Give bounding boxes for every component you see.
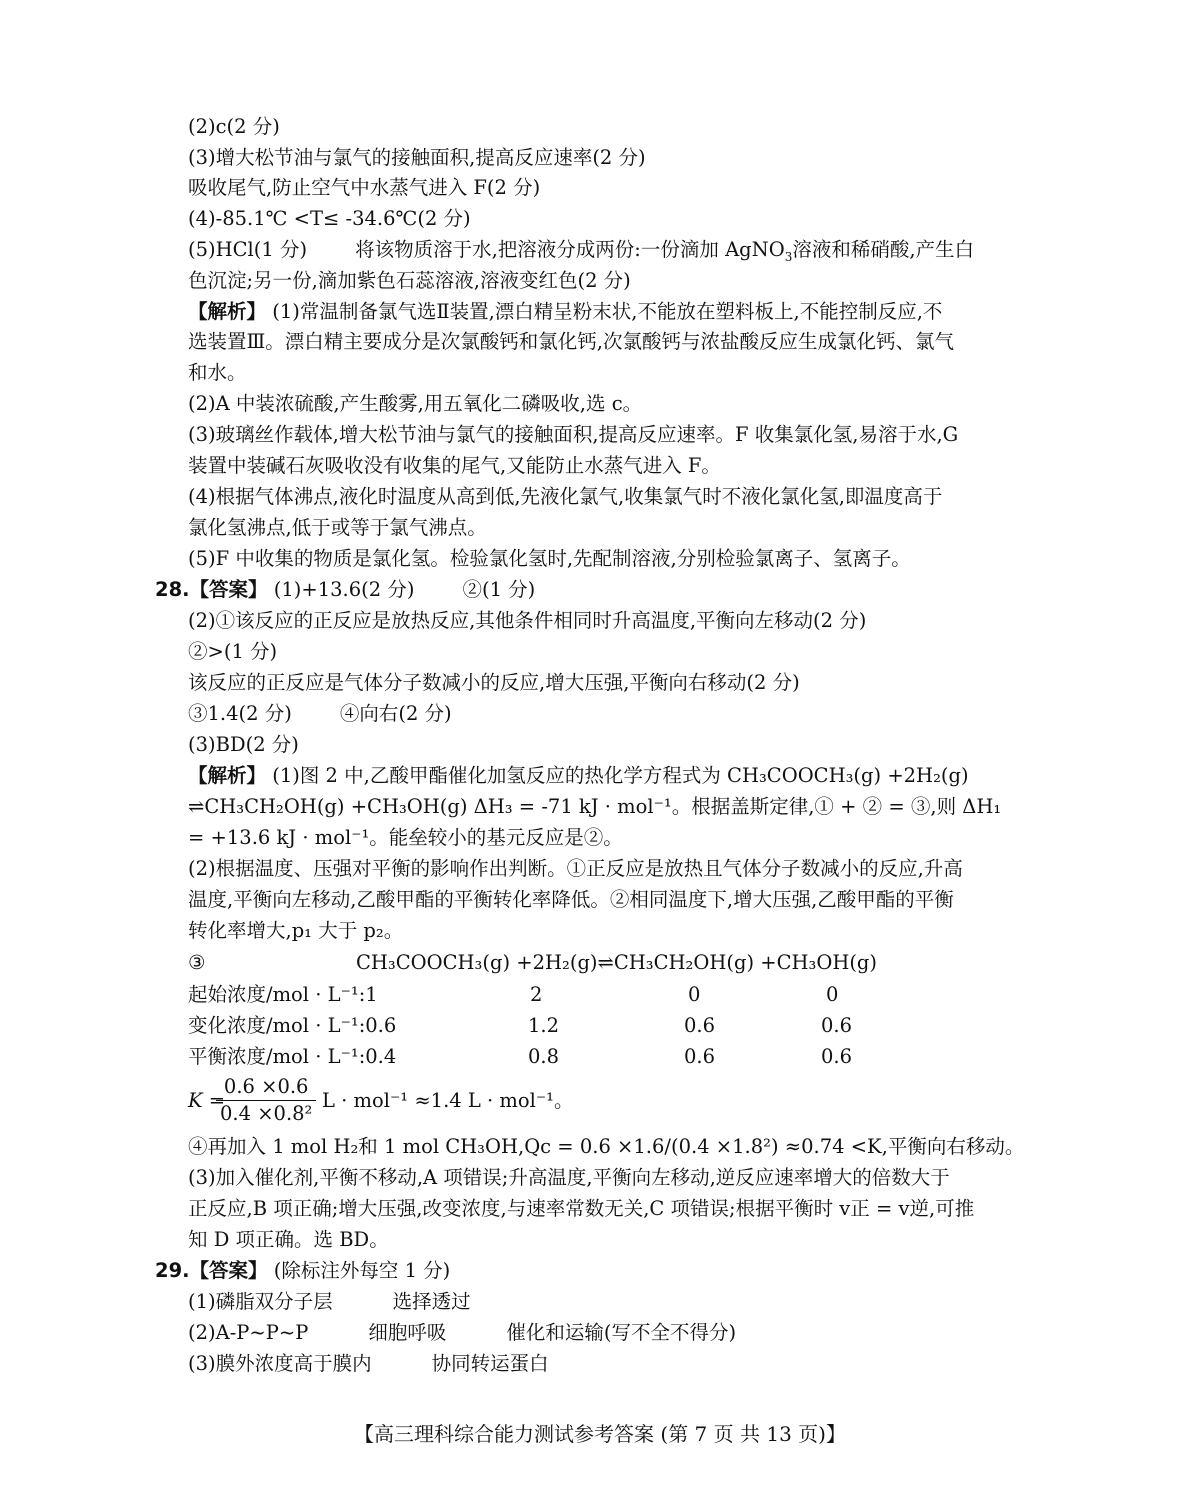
text-line: ⇌CH₃CH₂OH(g) +CH₃OH(g) ΔH₃ = -71 kJ · mol⁻¹。根据盖斯定律,① + ② = ③,则 ΔH₁ xyxy=(188,795,1002,818)
answer-tag: 【答案】 xyxy=(189,1259,268,1282)
text-line: (5)F 中收集的物质是氯化氢。检验氯化氢时,先配制溶液,分别检验氯离子、氢离子。 xyxy=(188,547,911,570)
table-cell: 0.6 xyxy=(684,1014,716,1037)
text-line: 色沉淀;另一份,滴加紫色石蕊溶液,溶液变红色(2 分) xyxy=(188,269,631,292)
text-line: (3)增大松节油与氯气的接触面积,提高反应速率(2 分) xyxy=(188,146,646,169)
answer-tag: 【答案】 xyxy=(189,578,268,601)
text-segment: (5)HCl(1 分) xyxy=(188,238,308,261)
text-line: (3)玻璃丝作载体,增大松节油与氯气的接触面积,提高反应速率。F 收集氯化氢,易溶于水,G xyxy=(188,423,959,446)
text-line: (4)根据气体沸点,液化时温度从高到低,先液化氯气,收集氯气时不液化氯化氢,即温度高于 xyxy=(188,485,943,508)
text-segment: 溶液和稀硝酸,产生白 xyxy=(792,238,975,261)
text-line: 氯化氢沸点,低于或等于氯气沸点。 xyxy=(188,516,487,539)
analysis-tag: 【解析】 xyxy=(188,300,267,323)
formula-lhs: K = xyxy=(188,1089,226,1112)
fraction xyxy=(216,1074,316,1127)
table-cell: 2 xyxy=(530,983,543,1006)
text-line: 和水。 xyxy=(188,361,247,384)
table-row-label: 变化浓度/mol · L⁻¹:0.6 xyxy=(188,1014,397,1037)
table-cell: 0.6 xyxy=(821,1045,853,1068)
table-row-label: 起始浓度/mol · L⁻¹:1 xyxy=(188,983,378,1006)
text-segment: (1)常温制备氯气选Ⅱ装置,漂白精呈粉末状,不能放在塑料板上,不能控制反应,不 xyxy=(272,300,943,323)
text-segment: ③1.4(2 分) xyxy=(188,702,292,725)
table-cell: 0 xyxy=(826,983,839,1006)
text-segment: 协同转运蛋白 xyxy=(431,1352,549,1375)
text-segment: (1)磷脂双分子层 xyxy=(188,1290,333,1313)
text-line: 温度,平衡向左移动,乙酸甲酯的平衡转化率降低。②相同温度下,增大压强,乙酸甲酯的平衡 xyxy=(188,888,954,911)
text-line: ④再加入 1 mol H₂和 1 mol CH₃OH,Qc = 0.6 ×1.6/(0.4 ×1.8²) ≈0.74 <K,平衡向右移动。 xyxy=(188,1135,1025,1158)
text-segment: (1)+13.6(2 分) xyxy=(273,578,415,601)
text-line xyxy=(188,761,969,791)
text-line: (2)①该反应的正反应是放热反应,其他条件相同时升高温度,平衡向左移动(2 分) xyxy=(188,609,867,632)
text-line: 装置中装碱石灰吸收没有收集的尾气,又能防止水蒸气进入 F。 xyxy=(188,454,721,477)
text-line: 该反应的正反应是气体分子数减小的反应,增大压强,平衡向右移动(2 分) xyxy=(188,671,800,694)
text-line: 正反应,B 项正确;增大压强,改变浓度,与速率常数无关,C 项错误;根据平衡时 v正 = v逆,可推 xyxy=(188,1197,975,1220)
question-28-answer xyxy=(155,575,535,605)
fraction-numerator: 0.6 ×0.6 xyxy=(216,1074,316,1101)
table-cell: 0 xyxy=(688,983,701,1006)
text-line: (2)根据温度、压强对平衡的影响作出判断。①正反应是放热且气体分子数减小的反应,升高 xyxy=(188,857,963,880)
reaction-equation: CH₃COOCH₃(g) +2H₂(g)⇌CH₃CH₂OH(g) +CH₃OH(g) xyxy=(356,951,878,974)
text-segment: 选择透过 xyxy=(392,1290,471,1313)
formula-tail: L · mol⁻¹ ≈1.4 L · mol⁻¹。 xyxy=(322,1089,574,1112)
text-line: 选装置Ⅲ。漂白精主要成分是次氯酸钙和氯化钙,次氯酸钙与浓盐酸反应生成氯化钙、氯气 xyxy=(188,330,955,353)
text-segment: (1)图 2 中,乙酸甲酯催化加氢反应的热化学方程式为 CH₃COOCH₃(g) +2H₂(g) xyxy=(272,764,969,787)
text-line: ②>(1 分) xyxy=(188,640,278,663)
text-line: (4)-85.1℃ <T≤ -34.6℃(2 分) xyxy=(188,207,471,230)
text-line xyxy=(188,297,942,327)
analysis-tag: 【解析】 xyxy=(188,764,267,787)
table-mark: ③ xyxy=(188,951,206,974)
table-cell: 0.6 xyxy=(684,1045,716,1068)
text-line: = +13.6 kJ · mol⁻¹。能垒较小的基元反应是②。 xyxy=(188,826,623,849)
text-line: 转化率增大,p₁ 大于 p₂。 xyxy=(188,919,404,942)
table-row-label: 平衡浓度/mol · L⁻¹:0.4 xyxy=(188,1045,397,1068)
subscript: 3 xyxy=(784,249,793,264)
text-line: (2)c(2 分) xyxy=(188,115,280,138)
table-cell: 0.8 xyxy=(528,1045,560,1068)
text-line xyxy=(188,1349,549,1379)
text-segment: (3)膜外浓度高于膜内 xyxy=(188,1352,372,1375)
text-line: (3)BD(2 分) xyxy=(188,733,299,756)
page-footer: 【高三理科综合能力测试参考答案 (第 7 页 共 13 页)】 xyxy=(354,1422,846,1446)
question-29-answer xyxy=(155,1256,450,1286)
table-cell: 0.6 xyxy=(821,1014,853,1037)
question-number: 28. xyxy=(155,578,190,601)
text-segment: 细胞呼吸 xyxy=(368,1321,447,1344)
question-number: 29. xyxy=(155,1259,190,1282)
text-line: 知 D 项正确。选 BD。 xyxy=(188,1228,389,1251)
text-line: (3)加入催化剂,平衡不移动,A 项错误;升高温度,平衡向左移动,逆反应速率增大的倍数大于 xyxy=(188,1166,950,1189)
text-segment: ④向右(2 分) xyxy=(339,702,452,725)
text-line xyxy=(188,699,452,729)
text-segment: (除标注外每空 1 分) xyxy=(273,1259,451,1282)
text-line: 吸收尾气,防止空气中水蒸气进入 F(2 分) xyxy=(188,176,541,199)
text-line xyxy=(188,1318,736,1348)
text-segment: 催化和运输(写不全不得分) xyxy=(506,1321,737,1344)
text-segment: 将该物质溶于水,把溶液分成两份:一份滴加 AgNO xyxy=(355,238,785,261)
text-line xyxy=(188,1287,471,1317)
table-cell: 1.2 xyxy=(528,1014,560,1037)
text-line: (2)A 中装浓硫酸,产生酸雾,用五氧化二磷吸收,选 c。 xyxy=(188,392,643,415)
text-segment: (2)A-P~P~P xyxy=(188,1321,309,1344)
fraction-denominator: 0.4 ×0.8² xyxy=(220,1102,313,1125)
text-segment: ②(1 分) xyxy=(462,578,536,601)
